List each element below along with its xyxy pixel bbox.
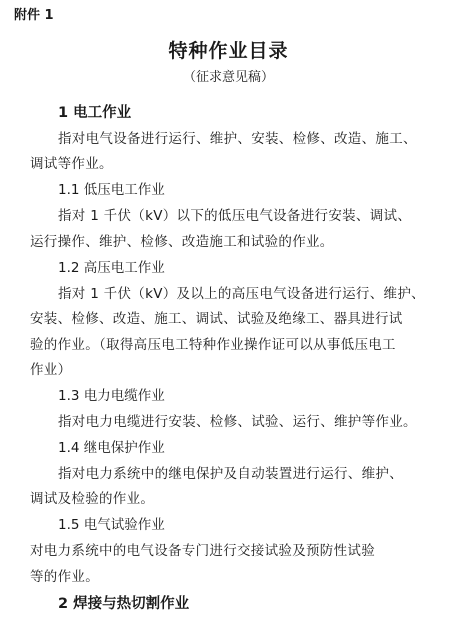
subsection-1-2-line-4: 作业）: [30, 362, 72, 378]
subsection-heading-1-3: 1.3 电力电缆作业: [58, 388, 165, 404]
document-title: 特种作业目录: [168, 40, 289, 62]
subsection-1-5-line-1: 对电力系统中的电气设备专门进行交接试验及预防性试验: [30, 543, 375, 559]
subsection-1-1-line-1: 指对 1 千伏（kV）以下的低压电气设备进行安装、调试、: [58, 208, 412, 224]
subsection-1-3-line-1: 指对电力电缆进行安装、检修、试验、运行、维护等作业。: [58, 414, 417, 430]
section-heading-1: 1 电工作业: [58, 105, 132, 121]
subsection-1-2-line-2: 安装、检修、改造、施工、调试、试验及绝缘工、器具进行试: [30, 311, 403, 327]
subsection-1-5-line-2: 等的作业。: [30, 569, 99, 585]
section-1-intro-line-2: 调试等作业。: [30, 156, 113, 172]
document-subtitle: （征求意见稿）: [182, 70, 274, 85]
attachment-label: 附件 1: [14, 8, 54, 23]
subsection-1-2-line-3: 验的作业。（取得高压电工特种作业操作证可以从事低压电工: [30, 337, 396, 353]
subsection-heading-1-4: 1.4 继电保护作业: [58, 440, 165, 456]
subsection-1-1-line-2: 运行操作、维护、检修、改造施工和试验的作业。: [30, 234, 334, 250]
subsection-1-2-line-1: 指对 1 千伏（kV）及以上的高压电气设备进行运行、维护、: [58, 286, 425, 302]
section-1-intro-line-1: 指对电气设备进行运行、维护、安装、检修、改造、施工、: [58, 131, 417, 147]
subsection-heading-1-1: 1.1 低压电工作业: [58, 182, 165, 198]
subsection-heading-1-2: 1.2 高压电工作业: [58, 260, 165, 276]
subsection-1-4-line-2: 调试及检验的作业。: [30, 491, 155, 507]
subsection-heading-1-5: 1.5 电气试验作业: [58, 517, 165, 533]
subsection-1-4-line-1: 指对电力系统中的继电保护及自动装置进行运行、维护、: [58, 466, 403, 482]
section-heading-2: 2 焊接与热切割作业: [58, 596, 190, 612]
